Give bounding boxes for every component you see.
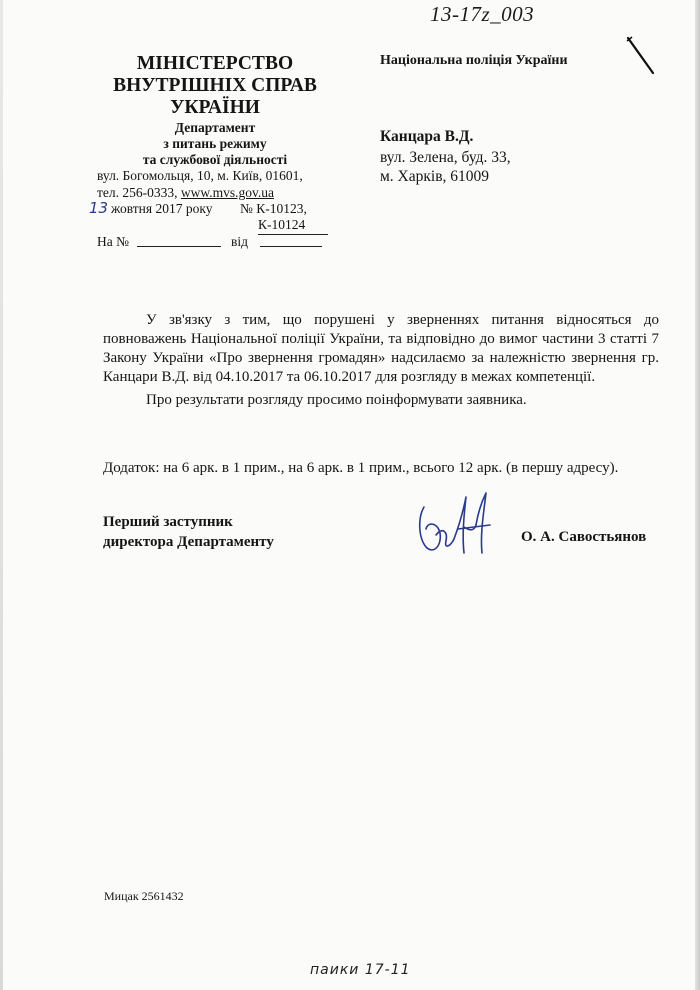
- sender-contacts: [97, 184, 274, 201]
- signer-title-line: Перший заступник: [103, 514, 233, 530]
- sender-phone: тел. 256-0333,: [97, 185, 181, 200]
- signer-name: О. А. Савостьянов: [521, 529, 647, 545]
- ministry-line: МІНІСТЕРСТВО: [136, 53, 294, 74]
- date-text: жовтня 2017 року: [111, 201, 213, 216]
- recipient-organization: Національна поліція України: [380, 53, 568, 68]
- page-left-edge: [0, 0, 3, 990]
- recipient-address: [380, 148, 511, 186]
- department-line: з питань режиму: [163, 136, 267, 151]
- handwritten-day: 13: [89, 199, 109, 217]
- reply-to-label: На №: [97, 234, 129, 249]
- letter-body: [103, 311, 659, 410]
- ministry-name: [100, 53, 330, 119]
- sender-website-link[interactable]: www.mvs.gov.ua: [180, 185, 274, 200]
- registration-number-2: К-10124: [258, 217, 328, 235]
- sender-address: вул. Богомольця, 10, м. Київ, 01601,: [97, 168, 303, 183]
- handwritten-signature: [414, 487, 498, 559]
- ministry-line: ВНУТРІШНІХ СПРАВ: [113, 75, 317, 96]
- body-paragraph: Про результати розгляду просимо поінформувати заявника.: [146, 392, 527, 408]
- executor-info: Мицак 2561432: [104, 889, 184, 903]
- registration-number-1: № К-10123,: [240, 201, 307, 216]
- reply-number-blank: [137, 246, 221, 247]
- recipient-name: Канцара В.Д.: [380, 128, 474, 145]
- recipient-city: м. Харків, 61009: [380, 168, 490, 185]
- reply-date-blank: [260, 246, 322, 247]
- handwritten-footer-note: паики 17-11: [310, 962, 411, 978]
- department-line: та службової діяльності: [142, 152, 288, 167]
- department-name: [100, 120, 330, 168]
- signer-title-line: директора Департаменту: [103, 534, 274, 550]
- page-right-edge: [695, 0, 700, 990]
- document-stamp-code: 13-17z_003: [430, 2, 535, 26]
- department-line: Департамент: [174, 120, 256, 135]
- handwritten-slash-mark: [626, 36, 656, 76]
- ministry-line: УКРАЇНИ: [170, 97, 260, 118]
- body-paragraph: У зв'язку з тим, що порушені у зверненнях питання відносяться до повноважень Національної поліції України, та відповідно до вимог частини 3 статті 7 Закону України «Про звернення громадян» надсилаємо за належністю звернення гр. Канцари В.Д. від 04.10.2017 та 06.10.2017 для розгляду в межах компетенції.: [103, 312, 659, 385]
- outgoing-date: [89, 199, 213, 217]
- signer-title: [103, 512, 274, 552]
- recipient-street: вул. Зелена, буд. 33,: [380, 149, 511, 166]
- attachment-note: Додаток: на 6 арк. в 1 прим., на 6 арк. в 1 прим., всього 12 арк. (в першу адресу).: [103, 460, 619, 476]
- from-label: від: [231, 234, 248, 249]
